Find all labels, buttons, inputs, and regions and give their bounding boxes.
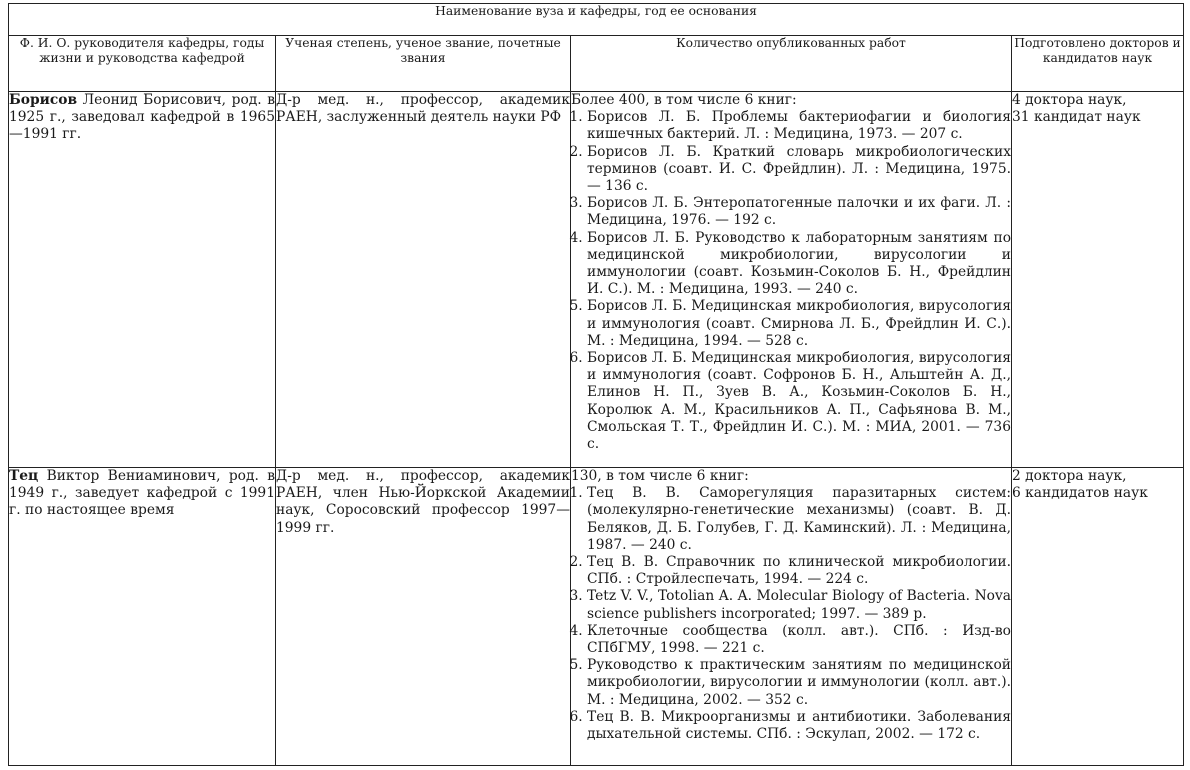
column-header-degree: Ученая степень, ученое звание, почетные звания [276,36,571,92]
trained-doctors: 4 доктора наук, [1012,92,1127,108]
trained-doctors: 2 доктора наук, [1012,468,1127,484]
head-bio: Виктор Вениаминович, род. в 1949 г., заведует кафедрой с 1991 г. по настоящее время [9,468,275,519]
list-item: 1. Борисов Л. Б. Проблемы бактериофагии и биология кишечных бактерий. Л. : Медицина, 1973. — 207 с. [587,109,1011,143]
list-item: 2. Борисов Л. Б. Краткий словарь микробиологических терминов (соавт. И. С. Фрейдлин). Л. : Медицина, 1975. — 136 с. [587,144,1011,196]
column-header-publications: Количество опубликованных работ [571,36,1012,92]
publications-cell [571,468,1012,766]
column-header-head: Ф. И. О. руководителя кафедры, годы жизни и руководства кафедрой [9,36,276,92]
list-item: 6. Тец В. В. Микроорганизмы и антибиотики. Заболевания дыхательной системы. СПб. : Эскулап, 2002. — 172 с. [587,709,1011,743]
table-title: Наименование вуза и кафедры, год ее основания [9,4,1184,36]
list-item: 6. Борисов Л. Б. Медицинская микробиология, вирусология и иммунология (соавт. Софронов Б. Н., Альштейн А. Д., Елинов Н. П., Зуев В. А., Козьмин-Соколов Б. Н., Королюк А. М., Красильников А. П., Сафьянова В. М., Смольская Т. Т., Фрейдлин И. С.). М. : МИА, 2001. — 736 с. [587,350,1011,453]
list-item: 5. Руководство к практическим занятиям по медицинской микробиологии, вирусологии и иммунологии (колл. авт.). М. : Медицина, 2002. — 352 с. [587,657,1011,709]
list-item: 4. Клеточные сообщества (колл. авт.). СПб. : Изд-во СПбГМУ, 1998. — 221 с. [587,623,1011,657]
publications-intro: 130, в том числе 6 книг: [571,468,749,484]
list-item: 5. Борисов Л. Б. Медицинская микробиология, вирусология и иммунология (соавт. Смирнова Л. Б., Фрейдлин И. С.). М. : Медицина, 1994. — 528 с. [587,298,1011,350]
head-cell [9,468,276,766]
list-item: 3. Борисов Л. Б. Энтеропатогенные палочки и их фаги. Л. : Медицина, 1976. — 192 с. [587,195,1011,229]
list-item: 1. Тец В. В. Саморегуляция паразитарных систем: (молекулярно-генетические механизмы) (соавт. В. Д. Беляков, Д. Б. Голубев, Г. Д. Каминский). Л. : Медицина, 1987. — 240 с. [587,485,1011,554]
head-cell [9,92,276,468]
publications-cell [571,92,1012,468]
list-item: 2. Тец В. В. Справочник по клинической микробиологии. СПб. : Стройлеспечать, 1994. — 224 с. [587,554,1011,588]
trained-candidates: 6 кандидатов наук [1012,485,1148,502]
head-bio: Леонид Борисович, род. в 1925 г., заведовал кафедрой в 1965—1991 гг. [9,92,275,143]
works-list [571,109,1011,453]
publications-intro: Более 400, в том числе 6 книг: [571,92,797,108]
degree-cell: Д-р мед. н., профессор, академик РАЕН, заслуженный деятель науки РФ [276,92,571,468]
head-surname: Борисов [9,92,78,108]
table-row [9,468,1184,766]
trained-candidates: 31 кандидат наук [1012,109,1141,126]
column-header-trained: Подготовлено докторов и кандидатов наук [1012,36,1184,92]
trained-cell [1012,92,1184,468]
table-row [9,92,1184,468]
head-surname: Тец [9,468,39,484]
works-list [571,485,1011,743]
list-item: 3. Tetz V. V., Totolian A. A. Molecular Biology of Bacteria. Nova science publishers incorporated; 1997. — 389 p. [587,588,1011,622]
trained-cell [1012,468,1184,766]
degree-cell: Д-р мед. н., профессор, академик РАЕН, член Нью-Йоркской Академии наук, Соросовский профессор 1997—1999 гг. [276,468,571,766]
faculty-heads-table [8,3,1184,766]
list-item: 4. Борисов Л. Б. Руководство к лабораторным занятиям по медицинской микробиологии, вирусологии и иммунологии (соавт. Козьмин-Соколов Б. Н., Фрейдлин И. С.). М. : Медицина, 1993. — 240 с. [587,230,1011,299]
